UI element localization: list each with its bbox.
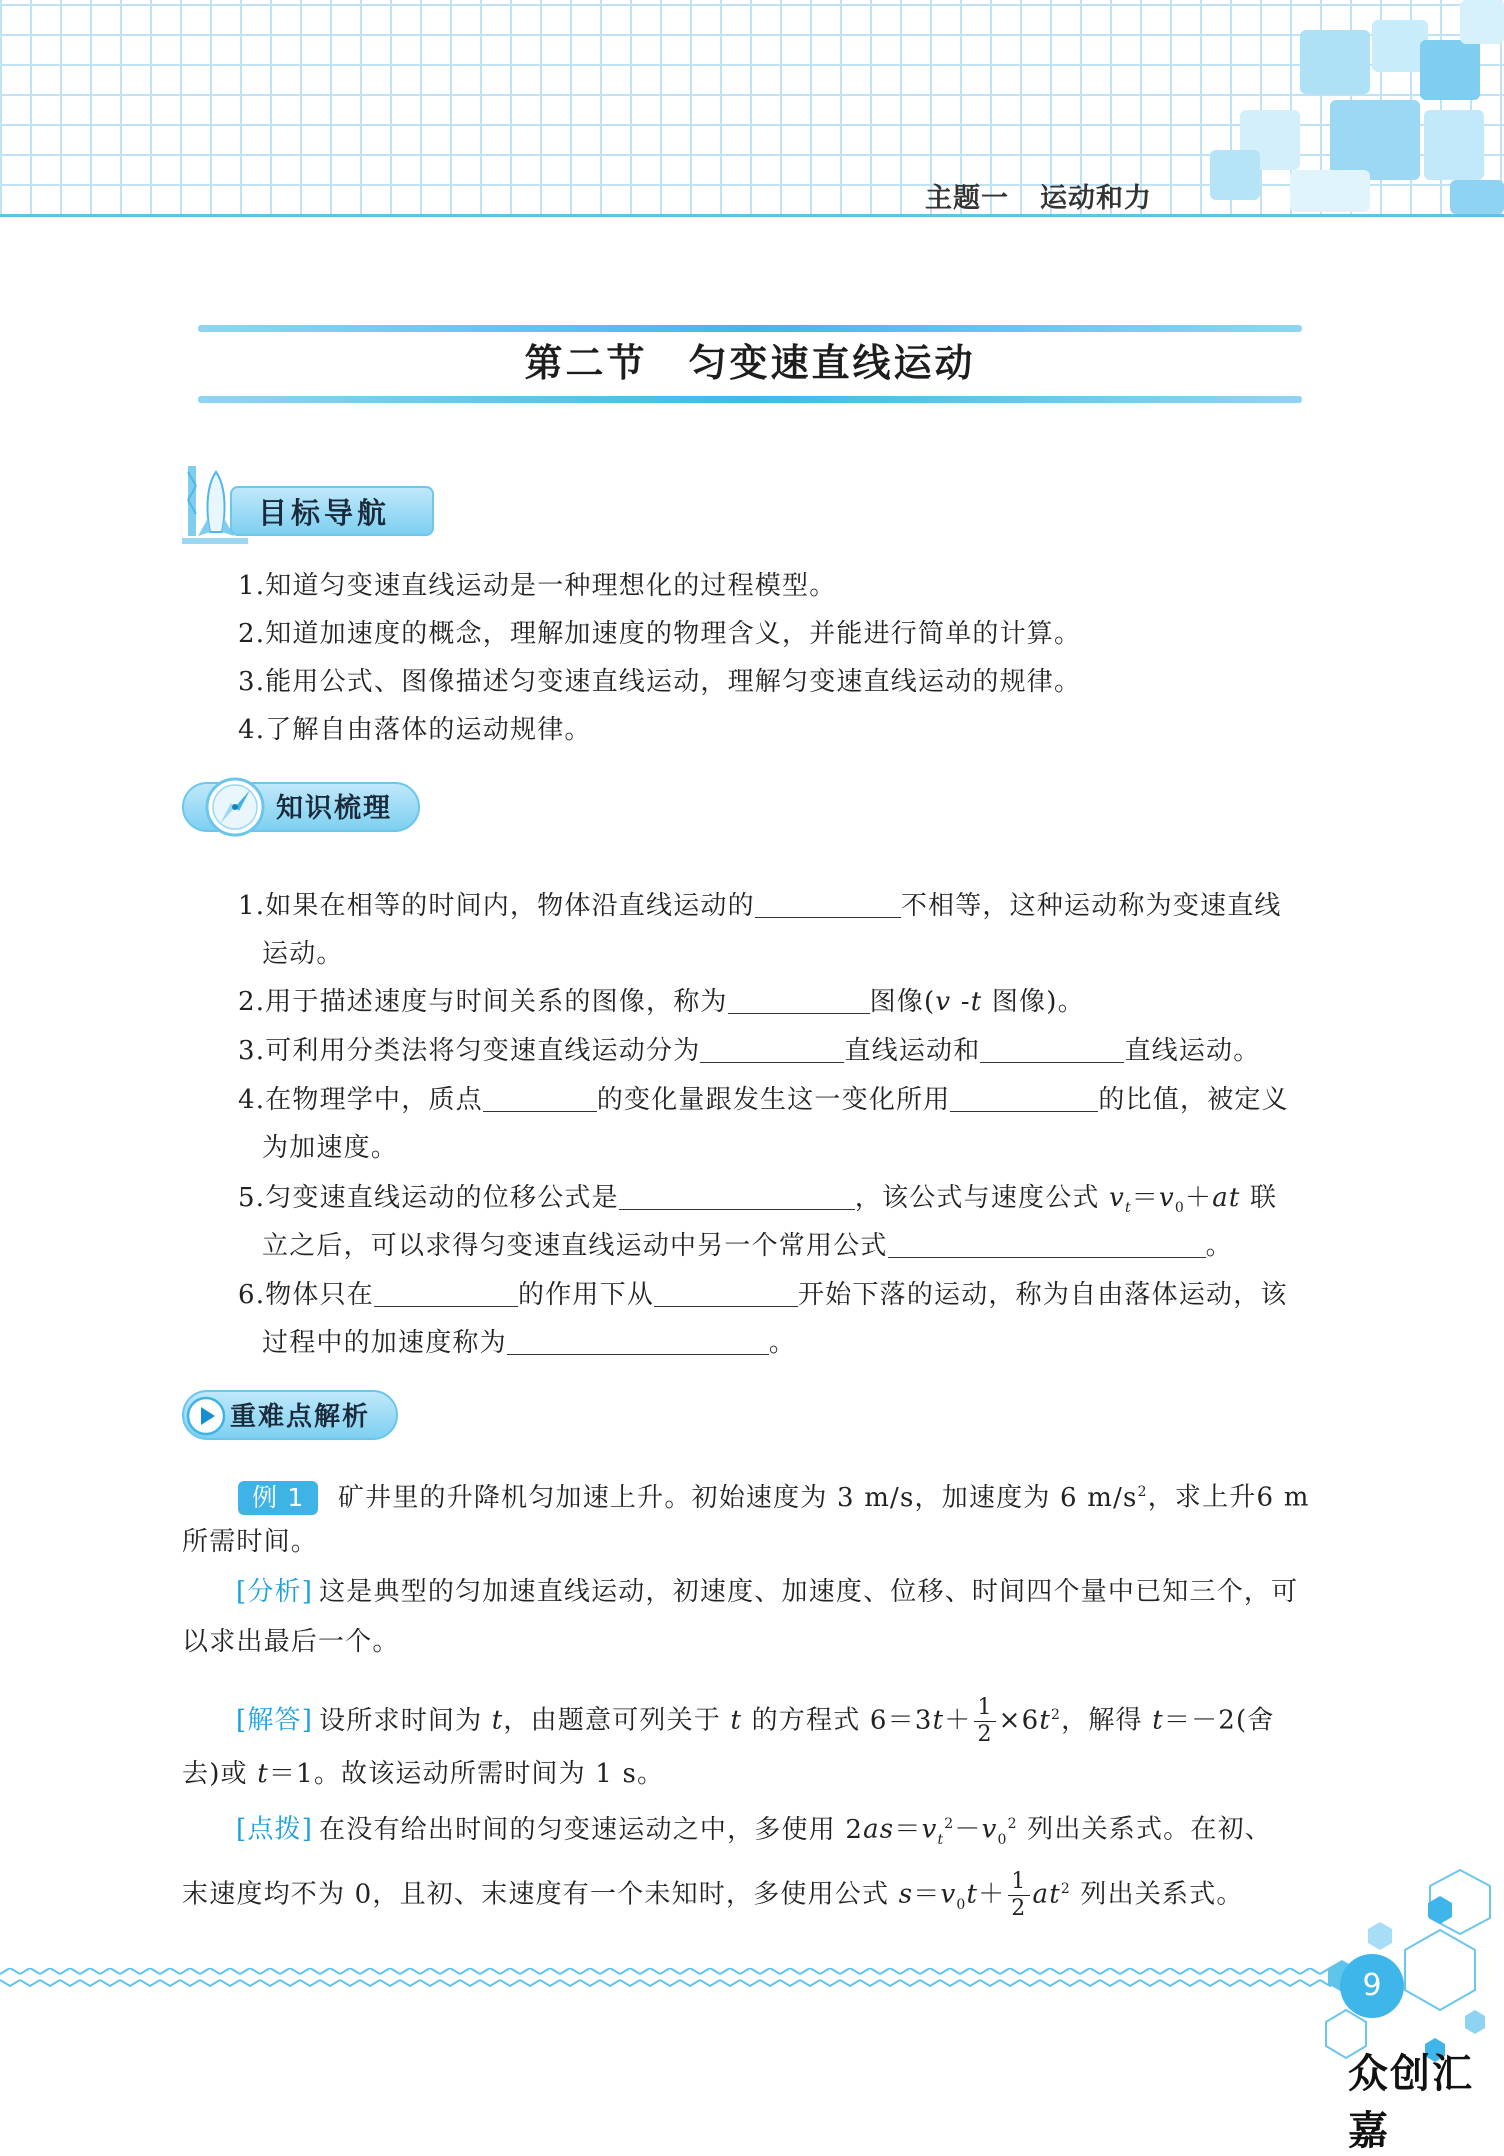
tip-tag: [点拨] [236,1814,314,1845]
answer-blank[interactable] [950,1083,1098,1112]
decor-cube [1450,180,1504,214]
example-badge: 例 1 [238,1481,318,1515]
answer-blank[interactable] [483,1083,597,1112]
footer-wave-border [0,1968,1340,1992]
example-1-question: 例 1 矿井里的升降机匀加速上升。初始速度为 3 m/s，加速度为 6 $m/s^2$，求上升6 m [238,1474,1310,1516]
decor-cube [1300,30,1370,94]
decor-cube [1330,100,1420,180]
knowledge-heading: 知识梳理 [182,782,420,832]
knowledge-q6-cont: 过程中的加速度称为 。 [262,1328,797,1358]
tip-text: [点拨] 在没有给出时间的匀变速运动之中，多使用 $2as=v_t^2-v_0^2$ 列出关系式。在初、 [236,1814,1272,1848]
analysis-heading: 重难点解析 [182,1390,398,1440]
answer-blank[interactable] [619,1181,855,1210]
knowledge-q5: 5.匀变速直线运动的位移公式是 ，该公式与速度公式 $v_t=v_0+at$ 联 [238,1183,1278,1217]
decor-cube [1210,150,1260,200]
answer-blank[interactable] [888,1229,1206,1258]
tip-text-cont: 末速度均不为 0，且初、末速度有一个未知时，多使用公式 $s=v_0t+$ $\frac{1}{2}$ $at^2$ 列出关系式。 [182,1869,1244,1922]
knowledge-q4: 4.在物理学中，质点 的变化量跟发生这一变化所用 的比值，被定义 [238,1085,1289,1115]
page-number: 9 [1340,1954,1404,2018]
knowledge-q6: 6.物体只在 的作用下从 开始下落的运动，称为自由落体运动，该 [238,1280,1288,1310]
answer-blank[interactable] [507,1326,769,1355]
header-grid-background [0,0,1504,216]
knowledge-q2: 2.用于描述速度与时间关系的图像，称为 图像(v -t 图像)。 [238,987,1085,1017]
solution-text: [解答] 设所求时间为 t，由题意可列关于 t 的方程式 6＝3t＋ $\frac{1}{2}$ $\times 6t^2$，解得 t＝－2(舍 [236,1695,1275,1748]
knowledge-q1: 1.如果在相等的时间内，物体沿直线运动的 不相等，这种运动称为变速直线 [238,891,1282,921]
solution-text-cont: 去)或 t＝1。故该运动所需时间为 1 s。 [182,1759,665,1789]
goals-heading: 目标导航 [230,486,434,536]
title-bar-top [198,325,1302,332]
title-bar-bottom [198,396,1302,403]
goal-item: 1.知道匀变速直线运动是一种理想化的过程模型。 [238,571,837,601]
knowledge-q4-cont: 为加速度。 [262,1133,399,1163]
analysis-text: [分析] 这是典型的匀加速直线运动，初速度、加速度、位移、时间四个量中已知三个，可 [236,1577,1299,1607]
watermark-text: 众创汇嘉 [1348,2051,1474,2154]
play-icon [186,1396,226,1436]
knowledge-q1-cont: 运动。 [262,939,344,969]
goal-item: 4.了解自由落体的运动规律。 [238,715,592,745]
answer-blank[interactable] [980,1034,1124,1063]
goal-item: 2.知道加速度的概念，理解加速度的物理含义，并能进行简单的计算。 [238,619,1082,649]
solution-tag: [解答] [236,1705,314,1736]
header-topic: 主题一 [925,183,1009,214]
fraction: $\frac{1}{2}$ [1008,1869,1029,1922]
answer-blank[interactable] [728,985,870,1014]
analysis-text-cont: 以求出最后一个。 [182,1627,400,1657]
decor-cube [1420,40,1480,100]
knowledge-q5-cont: 立之后，可以求得匀变速直线运动中另一个常用公式 。 [262,1231,1233,1261]
header-divider [0,214,1504,217]
analysis-tag: [分析] [236,1577,314,1607]
section-title: 第二节 匀变速直线运动 [524,341,976,385]
example-1-question-cont: 所需时间。 [182,1527,319,1557]
decor-cube [1424,110,1484,180]
header-chapter: 运动和力 [1040,183,1152,214]
compass-icon [204,776,266,838]
decor-cube [1460,0,1504,44]
knowledge-q3: 3.可利用分类法将匀变速直线运动分为 直线运动和 直线运动。 [238,1036,1261,1066]
answer-blank[interactable] [755,889,901,918]
goal-item: 3.能用公式、图像描述匀变速直线运动，理解匀变速直线运动的规律。 [238,667,1082,697]
answer-blank[interactable] [700,1034,844,1063]
fraction: $\frac{1}{2}$ [974,1695,995,1748]
answer-blank[interactable] [374,1278,518,1307]
decor-cube [1290,170,1370,212]
answer-blank[interactable] [654,1278,798,1307]
